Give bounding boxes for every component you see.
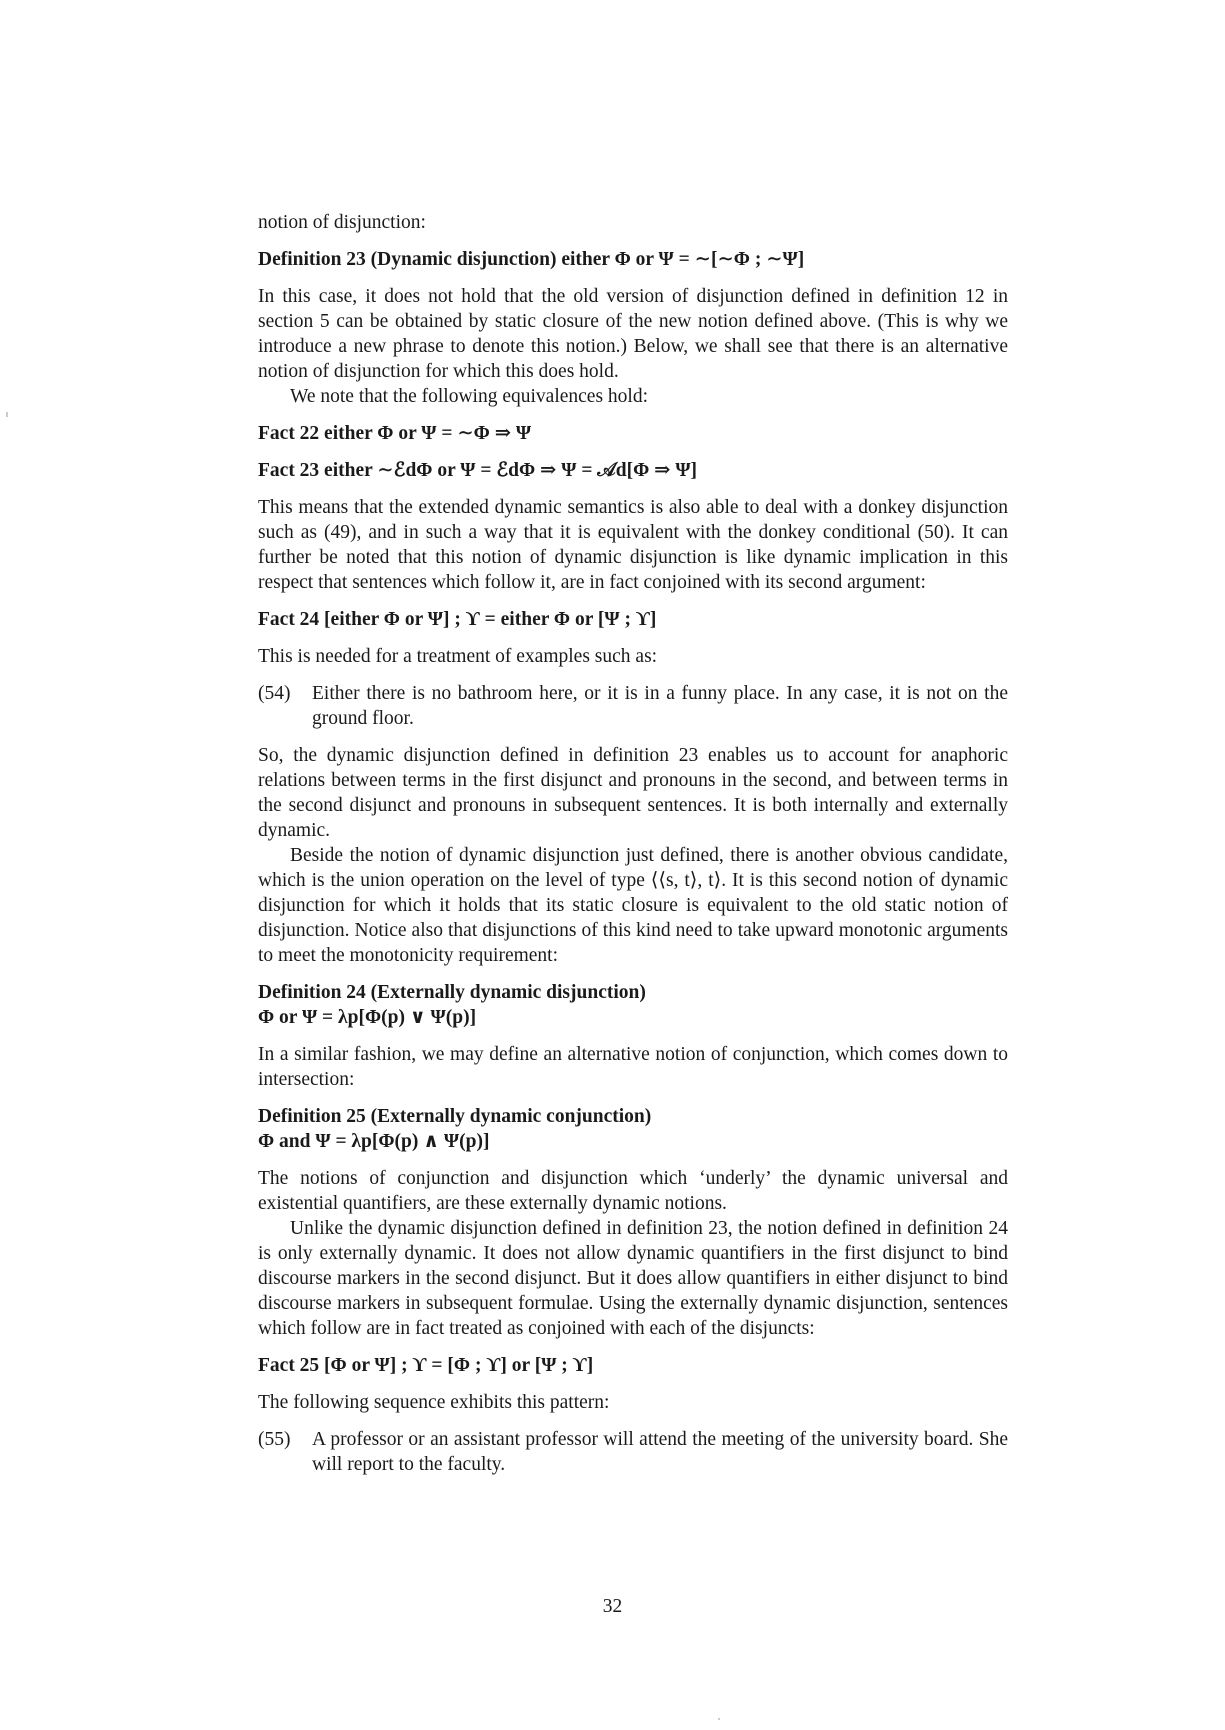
definition-24-title: Definition 24 (Externally dynamic disjunction) [258,982,646,1003]
definition-25-body: Φ and Ψ = λp[Φ(p) ∧ Ψ(p)] [258,1131,490,1152]
paragraph: The following sequence exhibits this pattern: [258,1392,610,1413]
fact-24: Fact 24 [either Φ or Ψ] ; ϒ = either Φ or [Ψ ; ϒ] [258,609,657,630]
fact-22: Fact 22 either Φ or Ψ = ∼Φ ⇒ Ψ [258,423,532,444]
paragraph: We note that the following equivalences hold: [290,386,648,407]
paragraph: Unlike the dynamic disjunction defined in definition 23, the notion defined in definition 24 is only externally dynamic. It does not allow dynamic quantifiers in the first disjunct to bind discourse markers in the second disjunct. But it does allow quantifiers in either disjunct to bind discourse markers in subsequent formulae. Using the externally dynamic disjunction, sentences which follow are in fact treated as conjoined with each of the disjuncts: [258,1218,1008,1339]
example-number: (55) [258,1429,291,1450]
definition-24-body: Φ or Ψ = λp[Φ(p) ∨ Ψ(p)] [258,1007,477,1028]
example-text: Either there is no bathroom here, or it is in a funny place. In any case, it is not on the ground floor. [312,683,1008,729]
paragraph: This is needed for a treatment of examples such as: [258,646,658,667]
paragraph: Beside the notion of dynamic disjunction just defined, there is another obvious candidate, which is the union operation on the level of type ⟨⟨s, t⟩, t⟩. It is this second notion of dynamic disjunction for which it holds that its static closure is equivalent to the old static notion of disjunction. Notice also that disjunctions of this kind need to take upward monotonic arguments to meet the monotonicity requirement: [258,845,1008,966]
example-54 [258,681,1008,731]
paragraph: In this case, it does not hold that the old version of disjunction defined in definition 12 in section 5 can be obtained by static closure of the new notion defined above. (This is why we introduce a new phrase to denote this notion.) Below, we shall see that there is an alternative notion of disjunction for which this does hold. [258,286,1008,382]
scan-speck [718,1718,720,1720]
page-body [258,210,1008,1489]
example-number: (54) [258,683,291,704]
paragraph: In a similar fashion, we may define an alternative notion of conjunction, which comes down to intersection: [258,1044,1008,1090]
example-55 [258,1427,1008,1477]
paragraph: notion of disjunction: [258,212,426,233]
example-text: A professor or an assistant professor will attend the meeting of the university board. She will report to the faculty. [312,1429,1008,1475]
fact-25: Fact 25 [Φ or Ψ] ; ϒ = [Φ ; ϒ] or [Ψ ; ϒ] [258,1355,594,1376]
paragraph: The notions of conjunction and disjunction which ‘underly’ the dynamic universal and existential quantifiers, are these externally dynamic notions. [258,1168,1008,1214]
paragraph: So, the dynamic disjunction defined in definition 23 enables us to account for anaphoric relations between terms in the first disjunct and pronouns in the second, and between terms in the second disjunct and pronouns in subsequent sentences. It is both internally and externally dynamic. [258,745,1008,841]
paragraph: This means that the extended dynamic semantics is also able to deal with a donkey disjunction such as (49), and in such a way that it is equivalent with the donkey conditional (50). It can further be noted that this notion of dynamic disjunction is like dynamic implication in this respect that sentences which follow it, are in fact conjoined with its second argument: [258,497,1008,593]
scan-speck [6,412,8,417]
definition-23: Definition 23 (Dynamic disjunction) either Φ or Ψ = ∼[∼Φ ; ∼Ψ] [258,249,805,270]
fact-23: Fact 23 either ∼ℰdΦ or Ψ = ℰdΦ ⇒ Ψ = 𝒜d[Φ ⇒ Ψ] [258,460,698,481]
definition-25-title: Definition 25 (Externally dynamic conjunction) [258,1106,652,1127]
page-number: 32 [602,1596,623,1617]
